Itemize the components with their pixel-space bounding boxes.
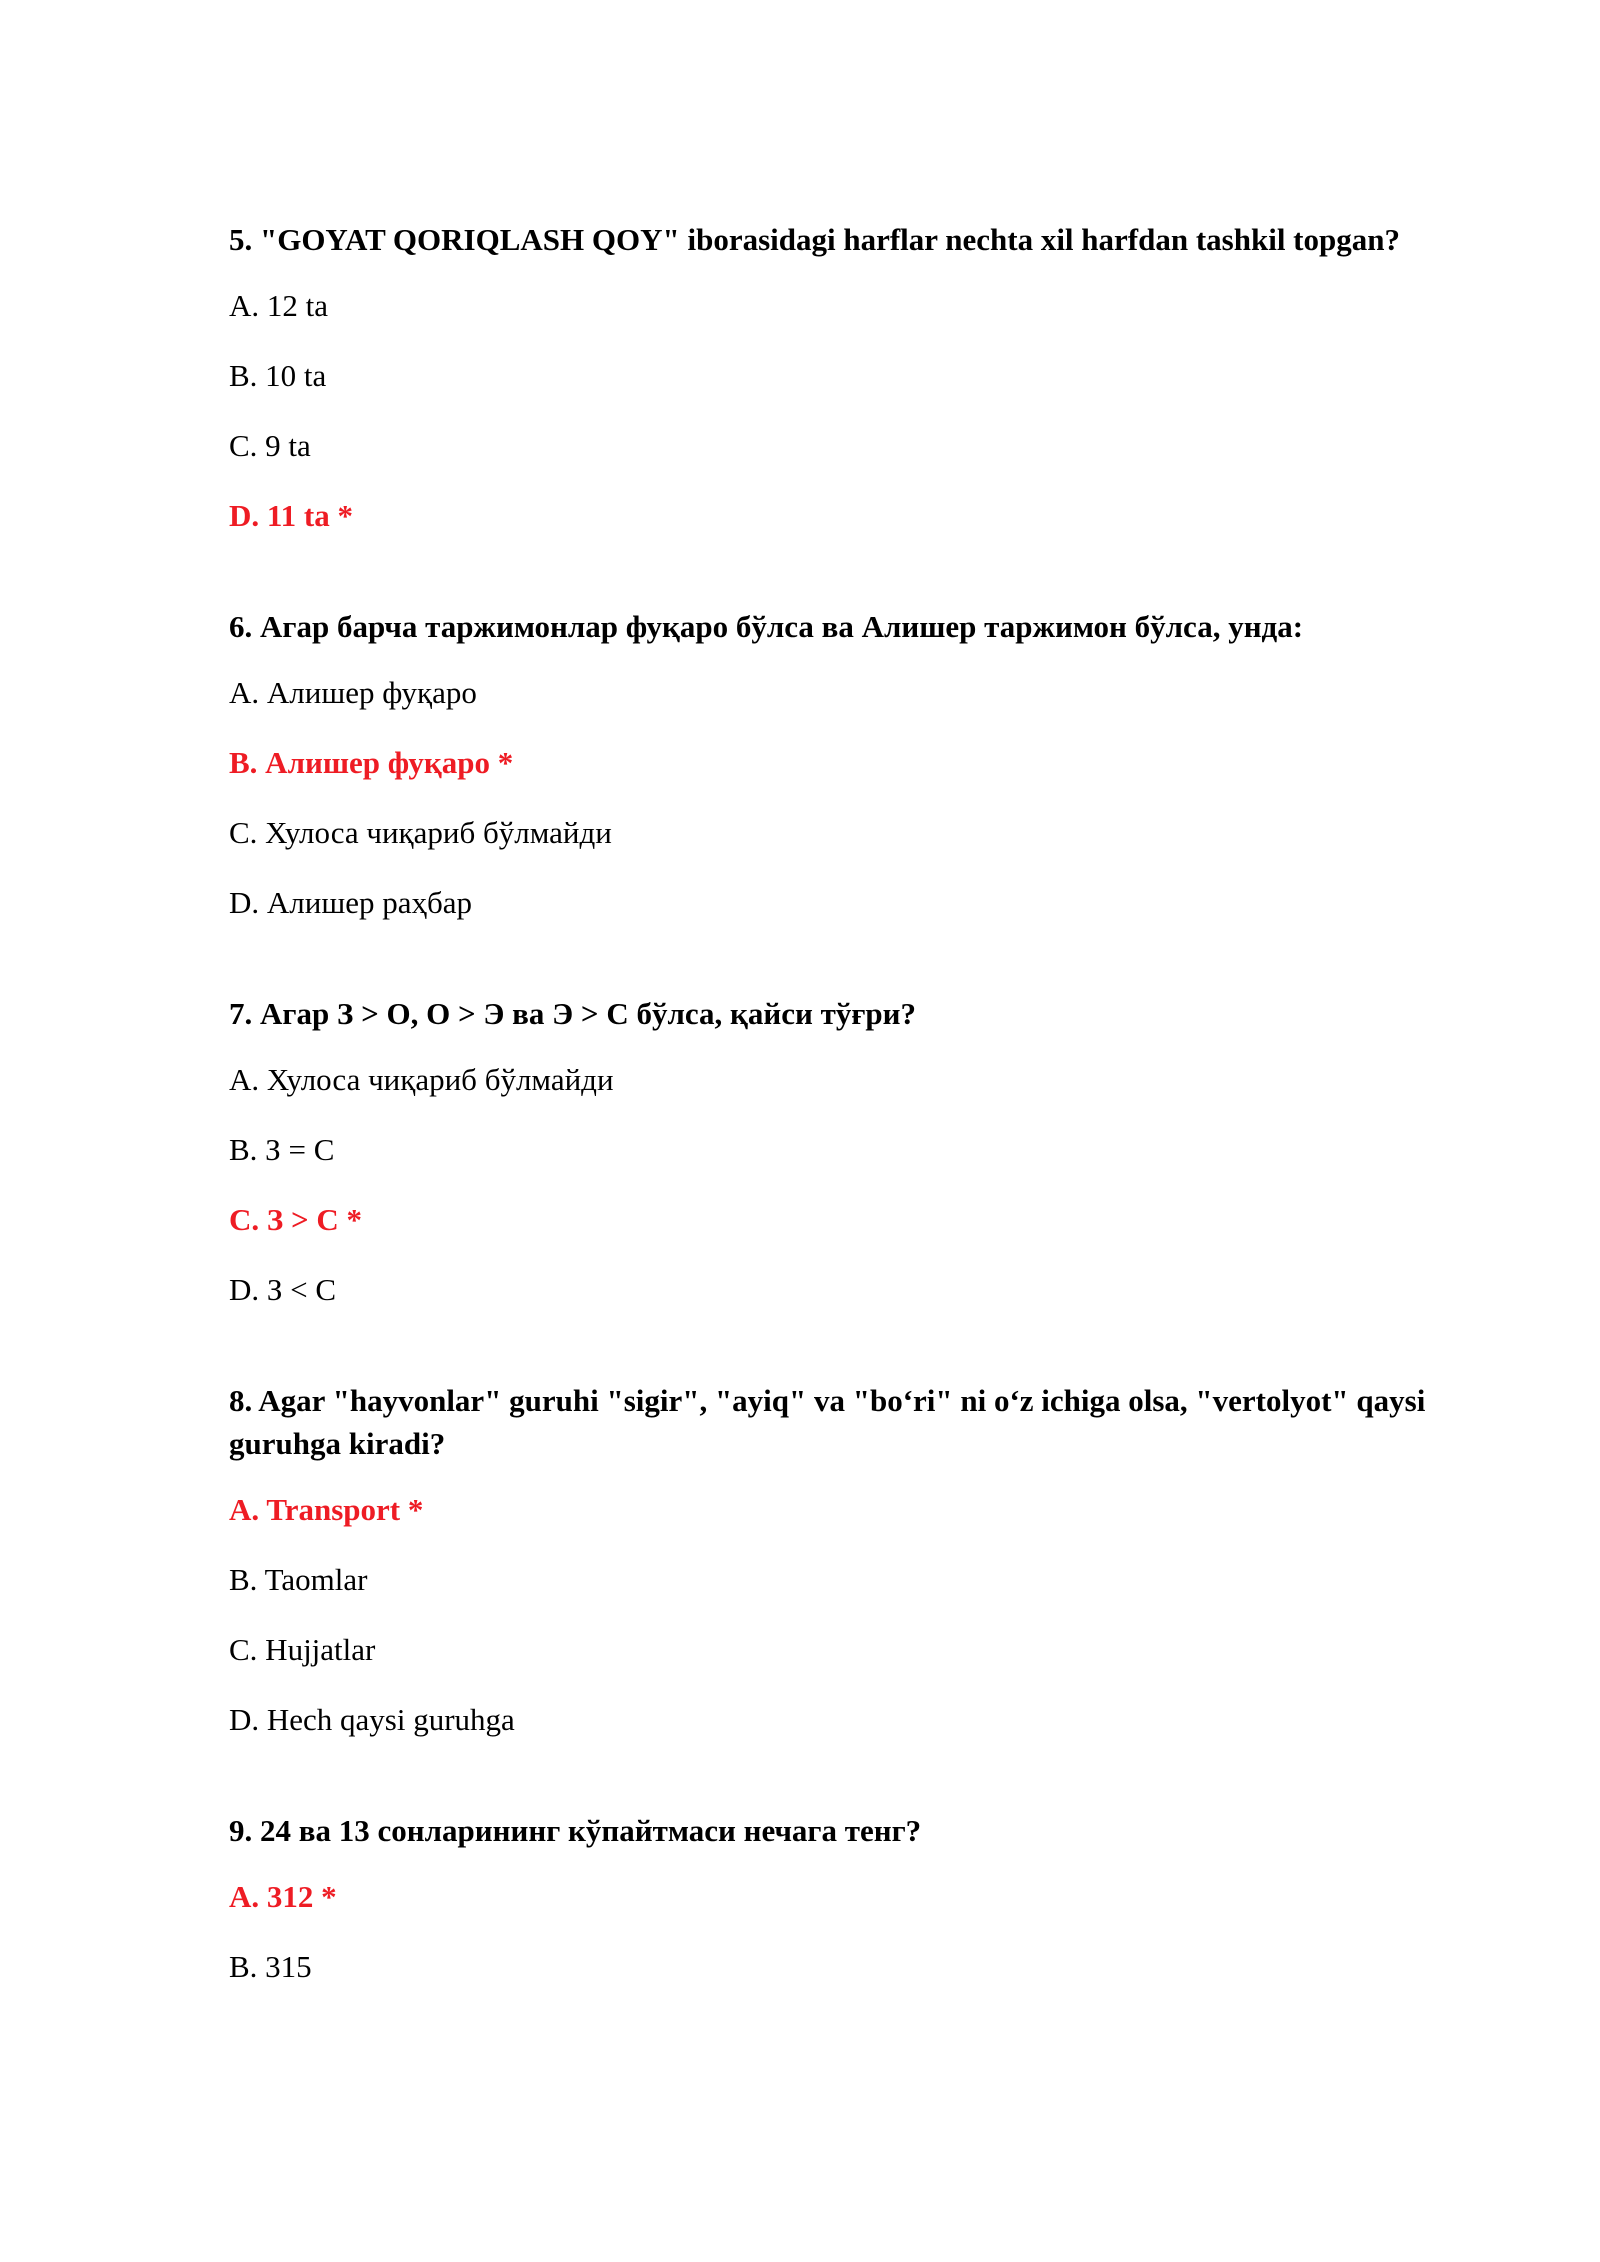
question-6 [229, 605, 1489, 921]
option-d: D. З < С [229, 1272, 337, 1307]
option-a: A. Хулоса чиқариб бўлмайди [229, 1062, 614, 1097]
option-c: C. 9 ta [229, 428, 311, 463]
option-d-correct-answer: D. 11 ta * [229, 498, 353, 533]
option-a-correct-answer: A. 312 * [229, 1879, 337, 1914]
question-8 [229, 1379, 1489, 1738]
question-text: 6. Агар барча таржимонлар фуқаро бўлса ва Алишер таржимон бўлса, унда: [229, 609, 1304, 644]
question-text: 5. "GOYAT QORIQLASH QOY" iborasidagi harflar nechta xil harfdan tashkil topgan? [229, 222, 1400, 257]
document-page [229, 218, 1489, 2056]
question-text: 8. Agar "hayvonlar" guruhi "sigir", "ayiq" va "bo‘ri" ni o‘z ichiga olsa, "vertolyot" qaysi guruhga kiradi? [229, 1383, 1426, 1461]
question-9 [229, 1809, 1489, 1985]
option-a-correct-answer: A. Transport * [229, 1492, 424, 1527]
option-c: C. Хулоса чиқариб бўлмайди [229, 815, 612, 850]
question-text: 9. 24 ва 13 сонларининг кўпайтмаси нечага тенг? [229, 1813, 922, 1848]
option-d: D. Hech qaysi guruhga [229, 1702, 515, 1737]
option-a: A. 12 ta [229, 288, 329, 323]
option-b: B. 315 [229, 1949, 312, 1984]
question-5 [229, 218, 1489, 534]
option-d: D. Алишер раҳбар [229, 885, 473, 920]
question-7 [229, 992, 1489, 1308]
option-c-correct-answer: C. З > С * [229, 1202, 363, 1237]
question-text: 7. Агар З > О, О > Э ва Э > С бўлса, қайси тўғри? [229, 996, 916, 1031]
option-b: B. Taomlar [229, 1562, 368, 1597]
option-b: B. З = С [229, 1132, 335, 1167]
option-a: A. Алишер фуқаро [229, 675, 477, 710]
option-c: C. Hujjatlar [229, 1632, 376, 1667]
option-b: B. 10 ta [229, 358, 327, 393]
option-b-correct-answer: B. Алишер фуқаро * [229, 745, 514, 780]
